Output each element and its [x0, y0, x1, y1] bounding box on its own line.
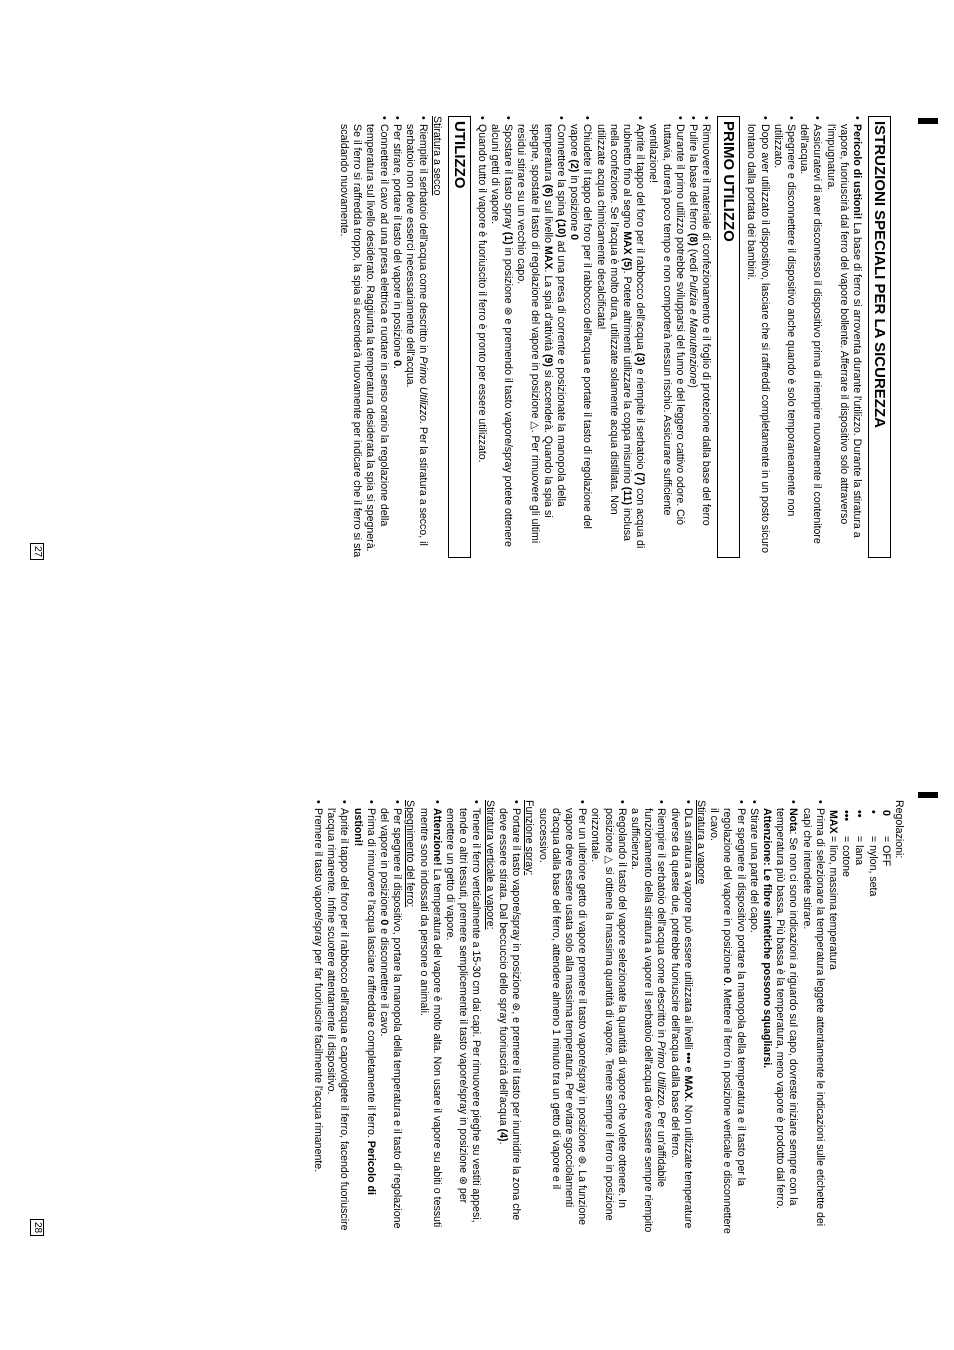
steam-symbol-icon: △: [528, 421, 541, 430]
page-27-column: [337, 116, 895, 558]
p28-steam-item-1: • DLa stiratura a vapore può essere utilizzata ai livelli ••• e MAX. Non utilizzate temperature diverse da queste due, potrebbe fuoriuscire dell'acqua dalla base del ferro.: [667, 800, 693, 1234]
p28-switchoff-item-1: • Per spegnere il dispositivo, portare la manopola della temperatura e il tasto di regolazione del vapore in posizione 0 e disconnettere il cavo.: [377, 800, 403, 1234]
first-use-item-1: • Rimuovere il materiale di confezionamento e il foglio di protezione dalla base del ferro: [699, 116, 712, 558]
steam-burst-icon: ⊛: [457, 1176, 470, 1185]
p28-switchoff-item-2: • Prima di rimuovere l'acqua lasciare raffreddare completamente il ferro. Pericolo di ustioni!: [350, 800, 376, 1234]
top-right-marker-bar: [918, 118, 938, 124]
heading-usage: UTILIZZO: [448, 116, 471, 558]
first-use-item-6: • Connettere la spina (10) ad una presa di corrente e posizionate la manopola della temperatura (6) sul livello MAX. La spia d'attività (9) si accenderà. Quando la spia si spegne, spostate il tasto di regolazione del vapore in posizione △. Per rimuovere gli ultimi residui stirare su un vecchio capo.: [514, 116, 567, 558]
safety-item-off: • Spegnere e disconnettere il dispositivo anche quando è solo temporaneamente non utilizzato.: [771, 116, 797, 558]
setting-row-0: 0 = OFF: [879, 810, 892, 867]
p28-vertical-item-2: • Attenzione! La temperatura del vapore è molto alta. Non usare il vapore su abiti o tessuti mentre sono indossati da persone o animali.: [416, 800, 442, 1234]
page-number-27: 27: [30, 543, 44, 560]
spray-symbol-icon-2: ⊛: [576, 1155, 589, 1165]
heading-safety: ISTRUZIONI SPECIALI PER LA SICUREZZA: [868, 116, 891, 558]
setting-row-max: MAX = lino, massima temperatura: [826, 810, 839, 970]
p28-item-iron-part: • Stirare una parte del capo.: [747, 800, 760, 1234]
p28-warning-synthetic: Attenzione: Le fibre sintetiche possono squagliarsi.: [760, 808, 773, 1069]
settings-list: [826, 800, 892, 1234]
page-28-column: [311, 800, 905, 1234]
settings-label: Regolazioni:: [893, 800, 905, 859]
spray-symbol-icon: ⊛: [502, 306, 515, 316]
usage-item-1: • Riempite il serbatoio dell'acqua come descritto in Primo Utilizzo. Per la stiratura a secco, il serbatoio non deve esserci necessariamente dell'acqua.: [403, 116, 429, 558]
p28-item-switch-off: • Per spegnere il dispositivo portare la manopola della temperatura e il tasto per la regolazione del vapore in posizione 0. Mettere il ferro in posizione verticale e disconnettere il cavo.: [707, 800, 747, 1234]
mid-right-marker-bar: [918, 792, 938, 798]
first-use-item-7: • Spostare il tasto spray (1) in posizione ⊛ e premendo il tasto vapore/spray potete ottenere alcuni getti di vapore.: [488, 116, 514, 558]
p28-spray-item-1: • Portare il tasto vapore/spray in posizione ⊛, e premere il tasto per inumidire la zona che deve essere stirata. Dal beccuccio dello spray fuoriuscirà dell'acqua (4).: [496, 800, 522, 1234]
usage-item-3: • Connettere il cavo ad una presa elettrica e ruotare in senso orario la regolazione della temperatura sul livello desiderato. Raggiunta la temperatura desiderata la spia si spegnerà. Se il ferro si raffredda troppo, la spia si accenderà nuovamente per indicare che il ferro si sta scaldando nuovamente.: [337, 116, 390, 558]
first-use-item-5: • Chiudete il tappo del foro per il rabbocco dell'acqua e portate il tasto di regolazione del vapore (2) in posizione 0: [567, 116, 593, 558]
max-steam-symbol-icon: △: [602, 855, 615, 864]
first-use-item-4: • Aprite il tappo del foro per il rabbocco dell'acqua (3) e riempite il serbatoio (7) con acqua di rubinetto fino al segno MAX (5). Potete altrimenti utilizzare la coppa misurino (11) inclusa nella confezione. Se l'acqua è molto dura, utilizzate solamente acqua distillata. Non utilizzate acqua chimicamente decalcificata!: [593, 116, 646, 558]
p28-switchoff-item-4: • Premere il tasto vapore/spray per far fuoriuscire facilmente l'acqua rimanente.: [311, 800, 324, 1234]
p28-steam-item-3: • Regolando il tasto del vapore selezionate la quantità di vapore che volete ottenere. In posizione △ si ottiene la massima quantità di vapore. Tenere sempre il ferro in posizione orizzontale.: [588, 800, 628, 1234]
p28-steam-item-2: • Riempire il serbatoio dell'acqua come descritto in Primo Utilizzo. Per un'affidabile funzionamento della stiratura a vapore il serbatoio dell'acqua deve essere sempre riempito a sufficienza.: [628, 800, 668, 1234]
p28-steam-item-4: • Per un ulteriore getto di vapore premere il tasto vapore/spray in posizione ⊛. La funzione vapore deve essere usata solo alla massima temperatura. Per evitare sgocciolamenti d'acqua dalla base del ferro, attendere almeno 1 minuto tra un getto di vapore e il successivo.: [535, 800, 588, 1234]
subheading-dry-ironing: Stiratura a secco: [430, 116, 443, 196]
subheading-spray: Funzione spray:: [523, 800, 536, 876]
p28-item-select-temp: • Prima di selezionare la temperatura leggete attentamente le indicazioni sulle etichette dei capi che intendete stirare.: [799, 800, 825, 1234]
safety-item-unplug: • Assicuratevi di aver disconnesso il dispositivo prima di riempire nuovamente il contenitore dell'acqua.: [797, 116, 823, 558]
subheading-vertical-ironing: Stiratura verticale a vapore:: [483, 800, 496, 930]
p28-item-note: • Nota: Se non ci sono indicazioni a riguardo sul capo, dovreste iniziare sempre con la temperatura più bassa. Più bassa è la temperatura, meno vapore è prodotto dal ferro.: [773, 800, 799, 1234]
setting-row-1: • = nylon, seta: [866, 810, 879, 897]
first-use-item-3: • Durante il primo utilizzo potrebbe svilupparsi del fumo e del leggero cattivo odore. Ciò tuttavia, durerà poco tempo e non comporterà nessun rischio. Assicurare sufficiente ventilazione!: [646, 116, 686, 558]
p28-vertical-item-1: • Tenere il ferro verticalmente a 15-30 cm dai capi. Per rimuovere pieghe su vestiti appesi, tende o altri tessuti, premere semplicemente il tasto vapore/spray in posizione ⊛ per emettere un getto di vapore.: [443, 800, 483, 1234]
first-use-item-2: • Pulire la base del ferro (8) (vedi Pulizia e Manutenzione): [686, 116, 699, 558]
first-use-item-8: • Quando tutto il vapore è fuoriuscito il ferro è pronto per essere utilizzato.: [475, 116, 488, 558]
setting-row-2: •• = lana: [853, 810, 866, 866]
spray-button-icon: ⊛: [510, 1002, 523, 1012]
p28-switchoff-item-3: • Aprite il tappo del foro per il rabbocco dell'acqua e capovolgete il ferro, facendo fuoriuscire l'acqua rimanente. Infine scuotere attentamente il dispositivo.: [324, 800, 350, 1234]
subheading-switch-off: Spegnimento del ferro:: [404, 800, 417, 908]
page-number-28: 28: [30, 1219, 44, 1236]
safety-item-cool: • Dopo aver utilizzato il dispositivo, lasciare che si raffreddi completamente in un posto sicuro lontano dalla portata dei bambini.: [744, 116, 770, 558]
subheading-steam-ironing: Stiratura a vapore: [694, 800, 707, 885]
setting-row-3: ••• = cotone: [840, 810, 853, 877]
safety-item-burn: • Pericolo di ustioni! La base di ferro si arroventa durante l'utilizzo. Durante la stiratura a vapore, fuoriuscirà dal ferro del vapore bollente. Afferrare il dispositivo solo attraverso l'impugnatura.: [823, 116, 863, 558]
usage-item-2: • Per stirare, portare il tasto del vapore in posizione 0.: [390, 116, 403, 558]
heading-first-use: PRIMO UTILIZZO: [717, 116, 740, 558]
